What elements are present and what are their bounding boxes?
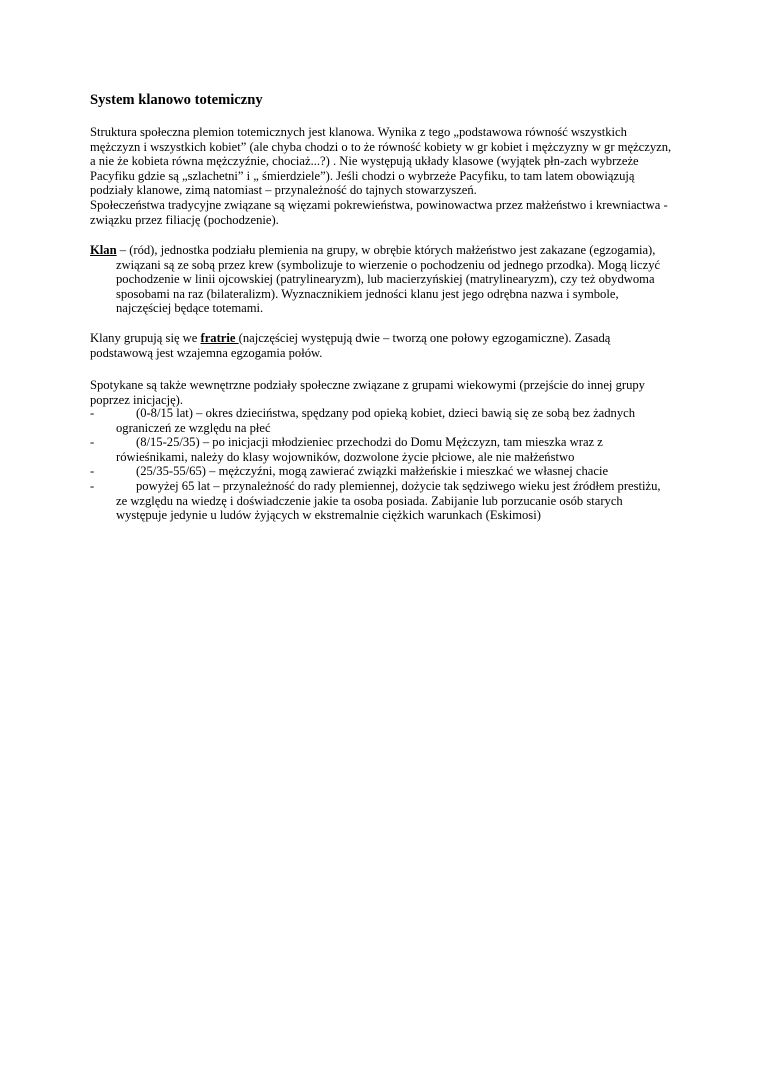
list-bullet: - [90, 435, 95, 450]
age-range: (25/35-55/65) [136, 464, 206, 479]
phratry-term: fratrie [200, 331, 239, 345]
kinship-paragraph: Społeczeństwa tradycyjne związane są więzami pokrewieństwa, powinowactwa przez małżeństwo i krewniactwa - związku przez filiację (pochodzenie). [90, 197, 668, 227]
age-groups-list [90, 406, 672, 523]
document-title: System klanowo totemiczny [90, 92, 263, 108]
phratry-paragraph [90, 331, 672, 360]
phratry-before: Klany grupują się we [90, 331, 201, 345]
clan-term: Klan [90, 243, 117, 257]
list-item [90, 464, 672, 479]
phratry-after: (najczęściej występują dwie – tworzą one połowy egzogamiczne). Zasadą podstawową jest wzajemna egzogamia połów. [90, 331, 611, 360]
list-item [90, 479, 672, 523]
list-bullet: - [90, 478, 95, 493]
age-range: (8/15-25/35) [136, 435, 200, 450]
age-description: – po inicjacji młodzieniec przechodzi do Domu Mężczyzn, tam mieszka wraz z rówieśnikami, należy do klasy wojowników, dozwolone życie płciowe, ale nie małżeństwo [116, 435, 603, 464]
clan-text: – (ród), jednostka podziału plemienia na grupy, w obrębie których małżeństwo jest zakazane (egzogamia), związani są ze sobą przez krew (symbolizuje to wierzenie o pochodzeniu od jednego przodka). Mogą liczyć pochodzenie w linii ojcowskiej (patrylinearyzm), lub macierzyńskiej (matrylinearyzm), czy też obydwoma sposobami na raz (bilateralizm). Wyznacznikiem jedności klanu jest jego odrębna nazwa i symbole, najczęściej będące totemami. [116, 243, 661, 316]
intro-paragraph: Struktura społeczna plemion totemicznych jest klanowa. Wynika z tego „podstawowa równość wszystkich mężczyzn i wszystkich kobiet” (ale chyba chodzi o to że równość kobiety w gr kobiet i mężczyzny w gr mężczyzn, a nie że kobieta równa mężczyźnie, chociaż...?) . Nie występują układy klasowe (wyjątek płn-zach wybrzeże Pacyfiku gdzie są „szlachetni” i „ śmierdziele”). Jeśli chodzi o wybrzeże Pacyfiku, to tam latem obowiązują podziały klanowe, zimą natomiast – przynależność do tajnych stowarzyszeń. [90, 125, 672, 198]
age-groups-intro: Spotykane są także wewnętrzne podziały społeczne związane z grupami wiekowymi (przejście do innej grupy poprzez inicjację). [90, 378, 645, 407]
age-range: (0-8/15 lat) [136, 406, 194, 420]
list-item [90, 406, 672, 435]
list-bullet: - [90, 464, 95, 479]
intro-section [90, 125, 672, 227]
list-bullet: - [90, 406, 95, 420]
age-range: powyżej 65 lat [136, 478, 211, 493]
age-description: – przynależność do rady plemiennej, dożycie tak sędziwego wieku jest źródłem prestiżu, ze względu na wiedzę i doświadczenie jakie ta osoba posiada. Zabijanie lub porzucanie osób starych występuje jedynie u ludów żyjących w ekstremalnie ciężkich warunkach (Eskimosi) [116, 478, 661, 523]
age-description: – okres dzieciństwa, spędzany pod opieką kobiet, dzieci bawią się ze sobą bez żadnych ograniczeń ze względu na płeć [116, 406, 636, 435]
list-item [90, 435, 672, 464]
age-description: – mężczyźni, mogą zawierać związki małżeńskie i mieszkać we własnej chacie [205, 464, 609, 479]
clan-definition [90, 243, 672, 316]
